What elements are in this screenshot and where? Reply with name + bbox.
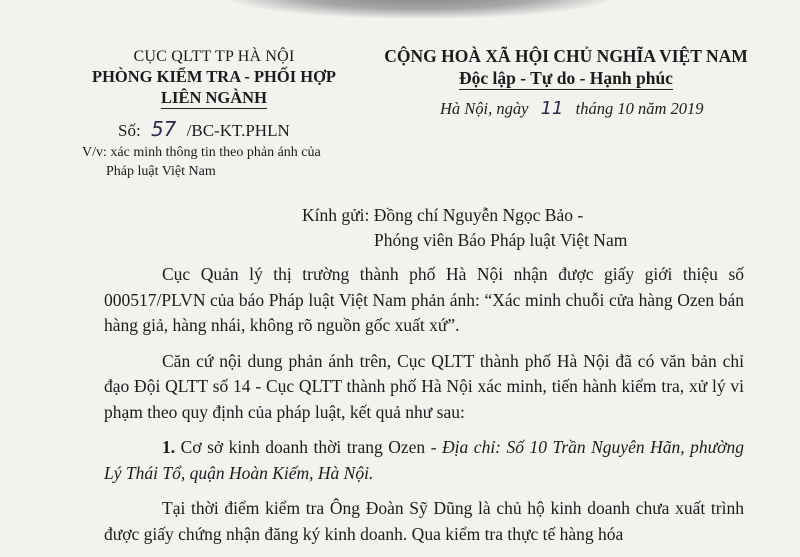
body-paragraph-2: Căn cứ nội dung phản ánh trên, Cục QLTT thành phố Hà Nội đã có văn bản chỉ đạo Đội QLTT số 14 - Cục QLTT thành phố Hà Nội xác minh, tiến hành kiểm tra, xử lý vi phạm theo quy định của pháp luật, kết quả như sau:	[104, 350, 744, 422]
national-header	[370, 46, 762, 89]
agency-name: CỤC QLTT TP HÀ NỘI	[133, 48, 295, 65]
doc-no-suffix: /BC-KT.PHLN	[186, 121, 290, 140]
item-number: 1.	[162, 437, 176, 457]
date-line	[440, 98, 704, 119]
doc-no-handwritten: 57	[150, 117, 177, 141]
recipient-line-2: Phóng viên Báo Pháp luật Việt Nam	[374, 230, 628, 250]
item-address: Địa chỉ: Số 10 Trần Nguyên Hãn, phường Lý Thái Tổ, quận Hoàn Kiếm, Hà Nội.	[104, 437, 745, 483]
document-body	[104, 262, 744, 557]
nation-title: CỘNG HOÀ XÃ HỘI CHỦ NGHĨA VIỆT NAM	[384, 46, 748, 66]
body-item-1	[104, 435, 744, 486]
national-motto: Độc lập - Tự do - Hạnh phúc	[459, 68, 673, 88]
date-prefix: Hà Nội, ngày	[440, 99, 529, 118]
recipient-line-1: Kính gửi: Đồng chí Nguyễn Ngọc Bảo -	[302, 205, 584, 225]
issuing-agency-block	[84, 48, 344, 108]
body-paragraph-1: Cục Quản lý thị trường thành phố Hà Nội nhận được giấy giới thiệu số 000517/PLVN của báo Pháp luật Việt Nam phản ánh: “Xác minh chuỗi cửa hàng Ozen bán hàng giả, hàng nhái, không rõ nguồn gốc xuất xứ”.	[104, 264, 744, 335]
body-paragraph-3: Tại thời điểm kiểm tra Ông Đoàn Sỹ Dũng là chủ hộ kinh doanh chưa xuất trình được giấy chứng nhận đăng ký kinh doanh. Qua kiểm tra thực tế hàng hóa	[104, 498, 744, 544]
date-suffix: tháng 10 năm 2019	[575, 99, 704, 118]
department-name: PHÒNG KIỂM TRA - PHỐI HỢP	[92, 67, 336, 86]
subject-line	[82, 143, 321, 181]
item-title: Cơ sở kinh doanh thời trang Ozen -	[180, 437, 437, 457]
department-name-cont: LIÊN NGÀNH	[161, 88, 267, 107]
date-day-handwritten: 11	[540, 98, 564, 119]
subject-line-1: V/v: xác minh thông tin theo phản ánh của	[82, 145, 321, 160]
scan-shadow	[230, 0, 610, 18]
document-number	[118, 117, 290, 141]
recipient-block	[302, 203, 627, 253]
subject-line-2: Pháp luật Việt Nam	[106, 164, 216, 179]
doc-no-label: Số:	[118, 121, 141, 140]
